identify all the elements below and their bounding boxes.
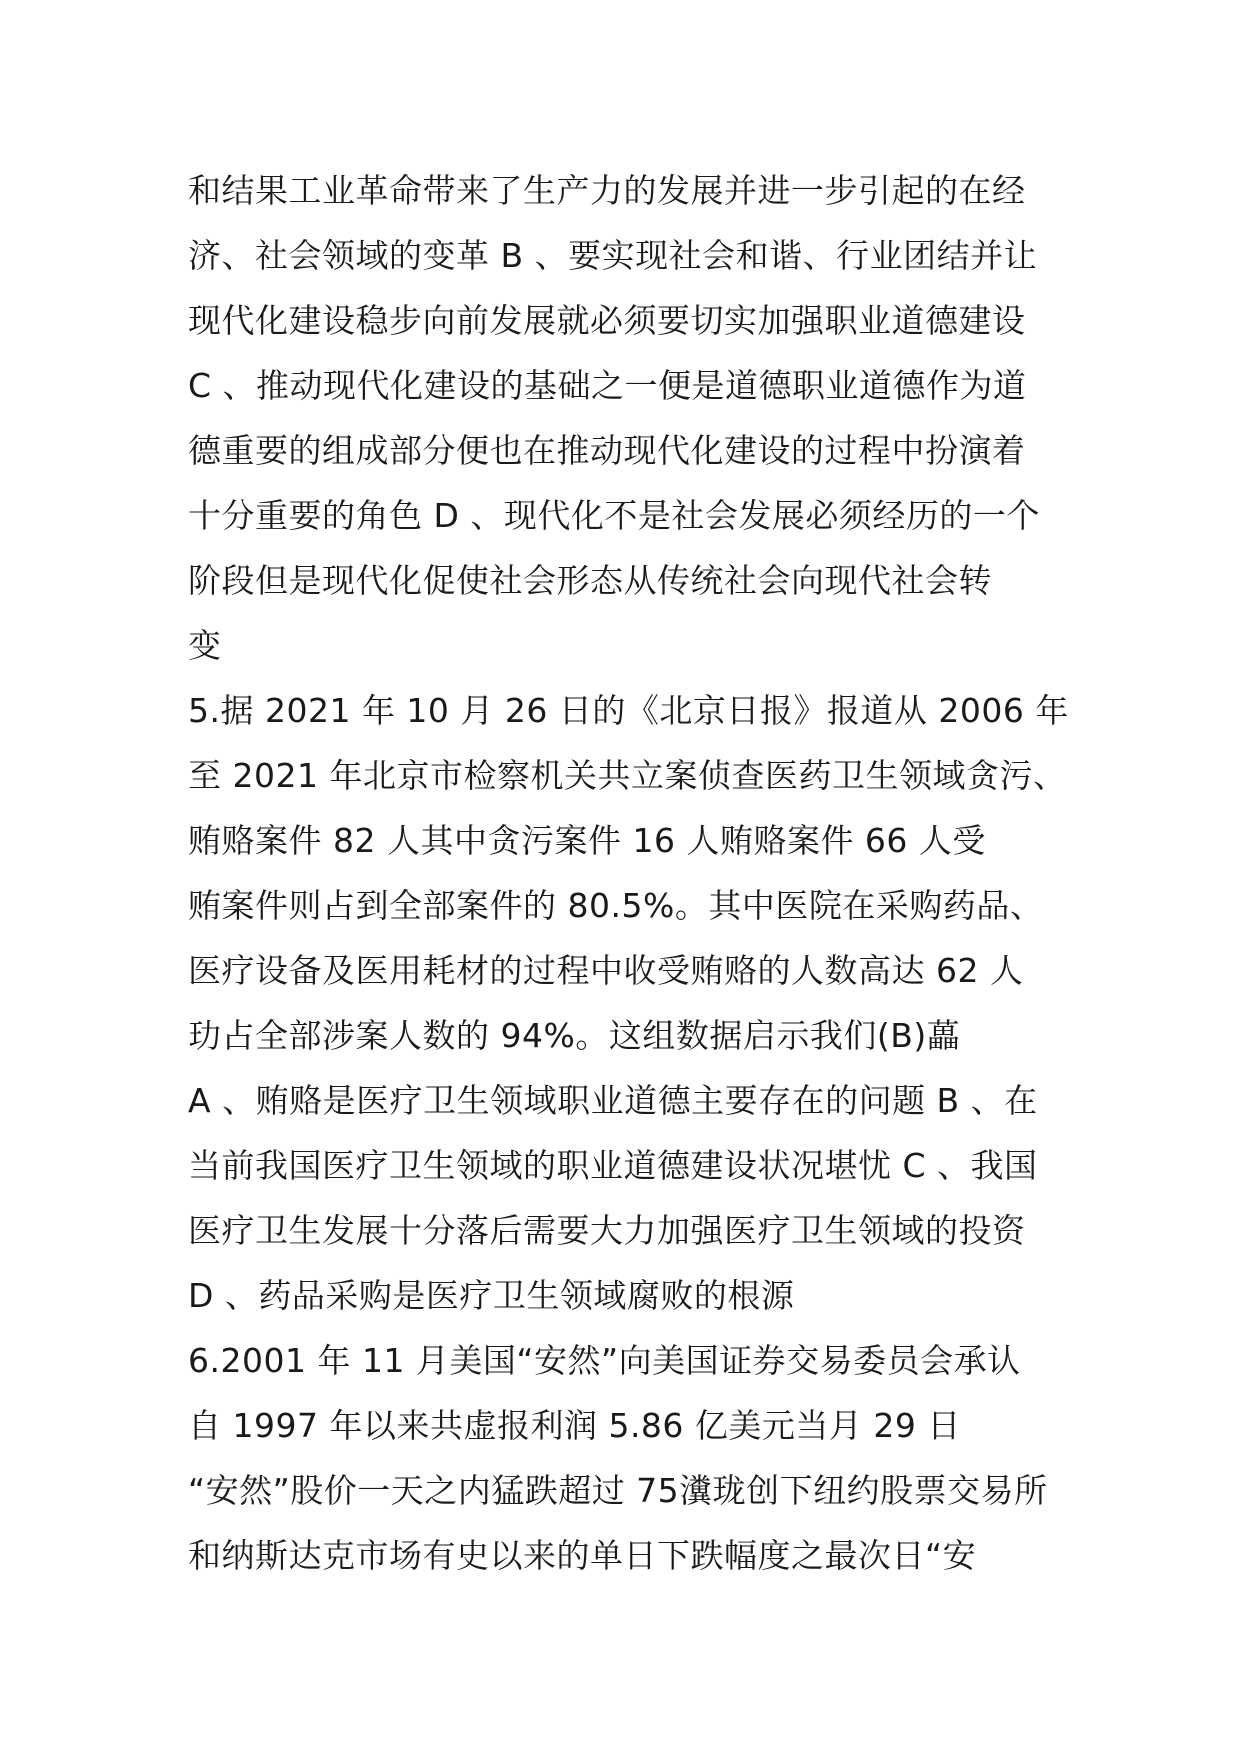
text-line: 6.2001 年 11 月美国“安然”向美国证券交易委员会承认 [188,1341,1021,1380]
text-line: 和纳斯达克市场有史以来的单日下跌幅度之最次日“安 [188,1536,977,1575]
text-line: 德重要的组成部分便也在推动现代化建设的过程中扮演着 [188,431,1026,470]
text-line: 济、社会领域的变革 B 、要实现社会和谐、行业团结并让 [188,236,1038,275]
text-line: 医疗卫生发展十分落后需要大力加强医疗卫生领域的投资 [188,1211,1026,1250]
text-line: 和结果工业革命带来了生产力的发展并进一步引起的在经 [188,171,1026,210]
text-line: 十分重要的角色 D 、现代化不是社会发展必须经历的一个 [188,496,1040,535]
text-line: D 、药品采购是医疗卫生领域腐败的根源 [188,1276,795,1315]
text-line: 当前我国医疗卫生领域的职业道德建设状况堪忧 C 、我国 [188,1146,1038,1185]
document-body [188,158,1088,1588]
text-line: 玏占全部涉案人数的 94%。这组数据启示我们(B)藟 [188,1016,961,1055]
text-line: 阶段但是现代化促使社会形态从传统社会向现代社会转 [188,561,992,600]
text-line: 变 [188,626,222,665]
text-line: 医疗设备及医用耗材的过程中收受贿赂的人数高达 62 人 [188,951,1024,990]
text-line: 5.据 2021 年 10 月 26 日的《北京日报》报道从 2006 年 [188,691,1069,730]
text-line: “安然”股价一天之内猛跌超过 75瀵珑创下纽约股票交易所 [188,1471,1048,1510]
text-line: 现代化建设稳步向前发展就必须要切实加强职业道德建设 [188,301,1026,340]
text-line: 至 2021 年北京市检察机关共立案侦查医药卫生领域贪污、 [188,756,1067,795]
text-line: C 、推动现代化建设的基础之一便是道德职业道德作为道 [188,366,1027,405]
text-line: 自 1997 年以来共虚报利润 5.86 亿美元当月 29 日 [188,1406,961,1445]
text-line: A 、贿赂是医疗卫生领域职业道德主要存在的问题 B 、在 [188,1081,1038,1120]
text-line: 贿赂案件 82 人其中贪污案件 16 人贿赂案件 66 人受 [188,821,986,860]
text-line: 贿案件则占到全部案件的 80.5%。其中医院在采购药品、 [188,886,1044,925]
